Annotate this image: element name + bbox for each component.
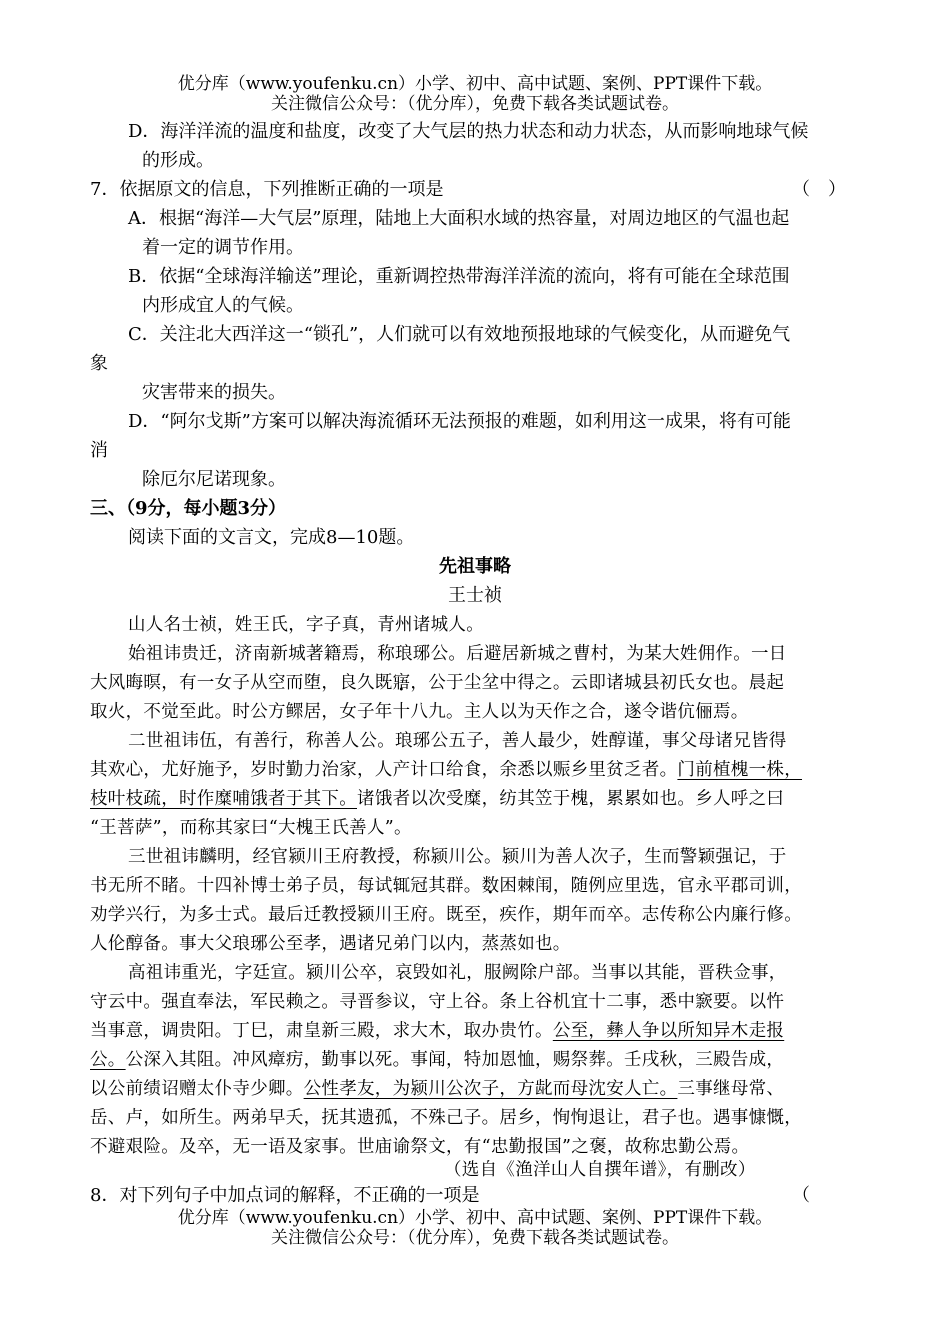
passage-p4-line5: 以公前绩诏赠太仆寺少卿。公性孝友，为颍川公次子，方龀而母沈安人亡。三事继母常、 xyxy=(90,1079,785,1099)
q7-answer-paren: （ ） xyxy=(792,179,846,200)
passage-source: （选自《渔洋山人自撰年谱》，有删改） xyxy=(444,1160,756,1180)
q7-option-c-line1: C．关注北大西洋这一“锁孔”，人们就可以有效地预报地球的气候变化，从而避免气 xyxy=(128,324,791,345)
passage-p0: 山人名士祯，姓王氏，字子真，青州诸城人。 xyxy=(128,615,484,635)
passage-p2-line3: 枝叶枝疏，时作糜哺饿者于其下。诸饿者以次受糜，纺其笠于槐，累累如也。乡人呼之曰 xyxy=(90,789,785,809)
q7-option-a-line2: 着一定的调节作用。 xyxy=(142,237,304,258)
dotted-word-wu: 寤 xyxy=(392,673,411,693)
passage-p4-line2: 守云中。强直奉法，军民赖之。寻晋参议，守上谷。条上谷机宜十二事，悉中窾要。以忤 xyxy=(90,992,785,1012)
underlined-sentence-3: 公性孝友，为颍川公次子，方龀而母沈安人亡。 xyxy=(303,1079,678,1099)
passage-p4-line4: 公。公深入其阻。冲风瘴疠，勤事以死。事闻，特加恩恤，赐祭葬。壬戌秋，三殿告成， xyxy=(90,1050,785,1070)
page-footer xyxy=(0,1208,950,1248)
passage-title: 先祖事略 xyxy=(439,556,511,577)
page-header xyxy=(0,74,950,114)
section-three-heading: 三、（9分，每小题3分） xyxy=(90,498,287,519)
passage-author: 王士祯 xyxy=(448,585,502,606)
header-line-1: 优分库（www.youfenku.cn）小学、初中、高中试题、案例、PPT课件下载。 xyxy=(177,74,773,94)
section-three-instruction: 阅读下面的文言文，完成8—10题。 xyxy=(128,527,415,548)
passage-p4-line7: 不避艰险。及卒，无一语及家事。世庙谕祭文，有“忠勤报国”之褒，故称忠勤公焉。 xyxy=(90,1137,750,1157)
q7-option-a-line1: A．根据“海洋—大气层”原理，陆地上大面积水域的热容量，对周边地区的气温也起 xyxy=(128,208,790,229)
footer-line-1: 优分库（www.youfenku.cn）小学、初中、高中试题、案例、PPT课件下载。 xyxy=(177,1208,773,1228)
q7-option-d-line2: 除厄尔尼诺现象。 xyxy=(142,469,286,490)
underlined-sentence-2a: 公至，彝人争以所知异木走报 xyxy=(552,1021,785,1041)
q7-option-c-line2: 灾害带来的损失。 xyxy=(142,382,286,403)
dotted-word-shu: 数 xyxy=(481,876,500,896)
q6-option-d-line1: D．海洋洋流的温度和盐度，改变了大气层的热力状态和动力状态，从而影响地球气候 xyxy=(128,121,809,142)
q7-stem: 7．依据原文的信息，下列推断正确的一项是 xyxy=(90,179,444,200)
q7-option-b-line2: 内形成宜人的气候。 xyxy=(142,295,304,316)
q7-option-c-wrap: 象 xyxy=(90,353,108,374)
passage-p3-line4: 人伦醇备。事大父琅琊公至孝，遇诸兄弟门以内，蒸蒸如也。 xyxy=(90,934,571,954)
footer-line-2: 关注微信公众号：（优分库），免费下载各类试题试卷。 xyxy=(271,1228,679,1248)
passage-p1-line2: 大风晦暝，有一女子从空而堕，良久既寤，公于尘坌中得之。云即诸城县初氏女也。晨起 xyxy=(90,673,785,693)
underlined-sentence-1b: 枝叶枝疏，时作糜哺饿者于其下。 xyxy=(90,789,357,809)
q7-option-d-line1: D．“阿尔戈斯”方案可以解决海流循环无法预报的难题，如利用这一成果，将有可能 xyxy=(128,411,791,432)
passage-p4-line3: 当事意，调贵阳。丁巳，肃皇新三殿，求大木，取办贵竹。公至，彝人争以所知异木走报 xyxy=(90,1021,785,1041)
passage-p3-line3: 劝学兴行，为多士式。最后迁教授颍川王府。既至，疾作，期年而卒。志传称公内廉行修。 xyxy=(90,905,802,925)
passage-p3-line1: 三世祖讳麟明，经官颍川王府教授，称颍川公。颍川为善人次子，生而警颖强记，于 xyxy=(128,847,787,867)
q8-answer-paren: （ xyxy=(792,1185,810,1206)
passage-p4-line6: 岳、卢，如所生。两弟早夭，抚其遗孤，不殊己子。居乡，恂恂退让，君子也。遇事慷慨， xyxy=(90,1108,802,1128)
q6-option-d-line2: 的形成。 xyxy=(142,150,214,171)
passage-p2-line1: 二世祖讳伍，有善行，称善人公。琅琊公五子，善人最少，姓醇谨，事父母诸兄皆得 xyxy=(128,731,787,751)
underlined-sentence-1a: 门前植槐一株， xyxy=(677,760,803,780)
passage-p2-line2: 其欢心，尤好施予，岁时勤力治家，人产计口给食，余悉以赈乡里贫乏者。门前植槐一株， xyxy=(90,760,803,780)
q7-option-d-wrap: 消 xyxy=(90,440,108,461)
passage-p3-line2: 书无所不睹。十四补博士弟子员，每试辄冠其群。数困棘闱，随例应里选，官永平郡司训， xyxy=(90,876,803,896)
q7-option-b-line1: B．依据“全球海洋输送”理论，重新调控热带海洋洋流的流向，将有可能在全球范围 xyxy=(128,266,790,287)
passage-p4-line1: 高祖讳重光，字廷宣。颍川公卒，哀毁如礼，服阙除户部。当事以其能，晋秩佥事， xyxy=(128,963,787,983)
passage-p2-line4: “王菩萨”，而称其家曰“大槐王氏善人”。 xyxy=(90,818,412,838)
underlined-sentence-2b: 公。 xyxy=(90,1050,126,1070)
passage-p1-line1: 始祖讳贵迁，济南新城著籍焉，称琅琊公。后避居新城之曹村，为某大姓佣作。一日 xyxy=(128,644,787,664)
header-line-2: 关注微信公众号：（优分库），免费下载各类试题试卷。 xyxy=(271,94,679,114)
passage-p1-line3: 取火，不觉至此。时公方鳏居，女子年十八九。主人以为天作之合，遂令谐伉俪焉。 xyxy=(90,702,749,722)
q8-stem: 8．对下列句子中加点词的解释，不正确的一项是 xyxy=(90,1185,480,1206)
